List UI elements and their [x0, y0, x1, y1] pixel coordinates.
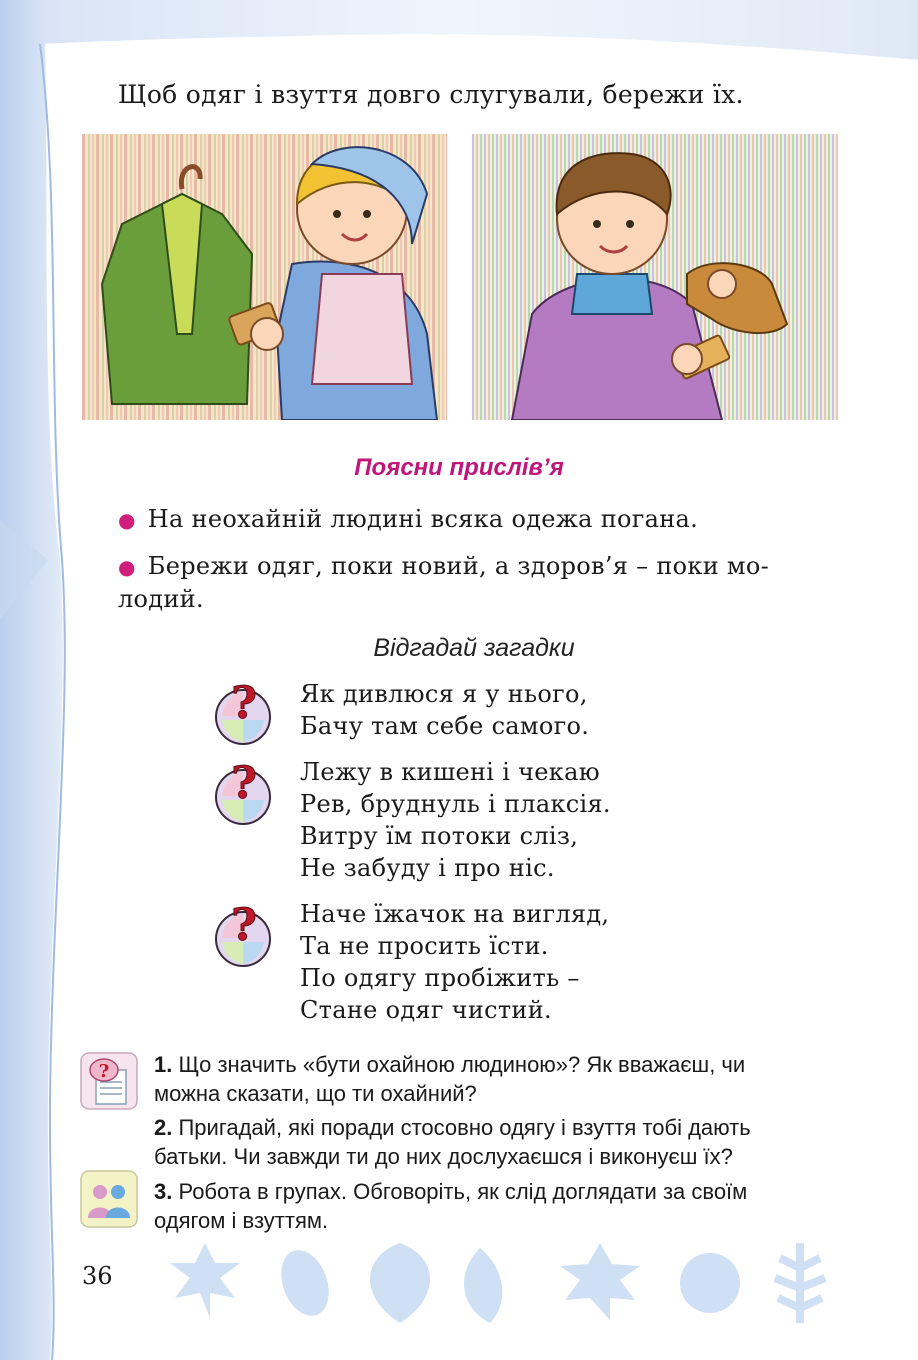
riddle-line: Рев, бруднуль і плаксія. [300, 790, 611, 818]
leaf-icon [680, 1253, 740, 1313]
riddle-line: Як дивлюся я у нього, [300, 680, 588, 708]
riddle-section-title: Відгадай загадки [373, 634, 575, 662]
group-work-icon [80, 1170, 138, 1228]
riddle-line: Не забуду і про ніс. [300, 854, 555, 882]
question-document-icon [80, 1052, 138, 1110]
task-text: можна сказати, що ти охайний? [154, 1081, 477, 1106]
riddle-1 [300, 678, 780, 742]
svg-text:?: ? [231, 760, 257, 809]
illustration-girl-brushing-jacket [82, 134, 447, 420]
svg-text:?: ? [231, 902, 257, 951]
task-number: 2. [154, 1115, 173, 1140]
decorative-leaves [160, 1238, 860, 1328]
task-3 [154, 1177, 854, 1235]
riddle-line: Наче їжачок на вигляд, [300, 900, 610, 928]
task-1 [154, 1050, 854, 1108]
leaf-icon [273, 1244, 338, 1323]
proverb-item [118, 550, 844, 615]
riddle-3 [300, 898, 780, 1026]
proverb-text-continued: лодий. [118, 585, 204, 613]
svg-text:?: ? [98, 1061, 110, 1082]
section-title-proverbs: Поясни прислів’я [354, 454, 564, 481]
task-number: 3. [154, 1179, 173, 1204]
riddle-line: Та не просить їсти. [300, 932, 549, 960]
riddle-line: Стане одяг чистий. [300, 996, 552, 1024]
task-number: 1. [154, 1052, 173, 1077]
task-text: Що значить «бути охайною людиною»? Як вважаєш, чи [178, 1052, 746, 1077]
riddle-line: Витру їм потоки сліз, [300, 822, 579, 850]
leaf-icon [464, 1248, 502, 1323]
bullet-icon: ● [118, 555, 136, 579]
task-2 [154, 1113, 854, 1171]
question-puzzle-icon [214, 680, 272, 746]
proverb-text: На неохайній людині всяка одежа погана. [147, 505, 699, 533]
svg-text:?: ? [231, 680, 257, 729]
illustration-boy-cleaning-shoe [472, 134, 838, 420]
riddle-line: По одягу пробіжить – [300, 964, 580, 992]
leaf-icon [560, 1243, 640, 1320]
question-puzzle-icon [214, 760, 272, 826]
leaf-icon [170, 1243, 240, 1318]
task-text: батьки. Чи завжди ти до них дослухаєшся і виконуєш їх? [154, 1144, 733, 1169]
task-text: Пригадай, які поради стосовно одягу і взуття тобі дають [178, 1115, 751, 1140]
proverb-text: Бережи одяг, поки новий, а здоров’я – поки мо- [147, 552, 770, 580]
bullet-icon: ● [118, 508, 136, 532]
riddle-2 [300, 756, 780, 884]
task-text: Робота в групах. Обговоріть, як слід доглядати за своїм [178, 1179, 748, 1204]
riddle-line: Бачу там себе самого. [300, 712, 590, 740]
riddle-line: Лежу в кишені і чекаю [300, 758, 600, 786]
proverb-item [118, 503, 844, 536]
intro-text: Щоб одяг і взуття довго слугували, бережи їх. [118, 80, 744, 109]
leaf-icon [775, 1243, 825, 1323]
page-number: 36 [82, 1262, 113, 1290]
task-text: одягом і взуттям. [154, 1208, 329, 1233]
question-puzzle-icon [214, 902, 272, 968]
leaf-icon [370, 1243, 430, 1323]
